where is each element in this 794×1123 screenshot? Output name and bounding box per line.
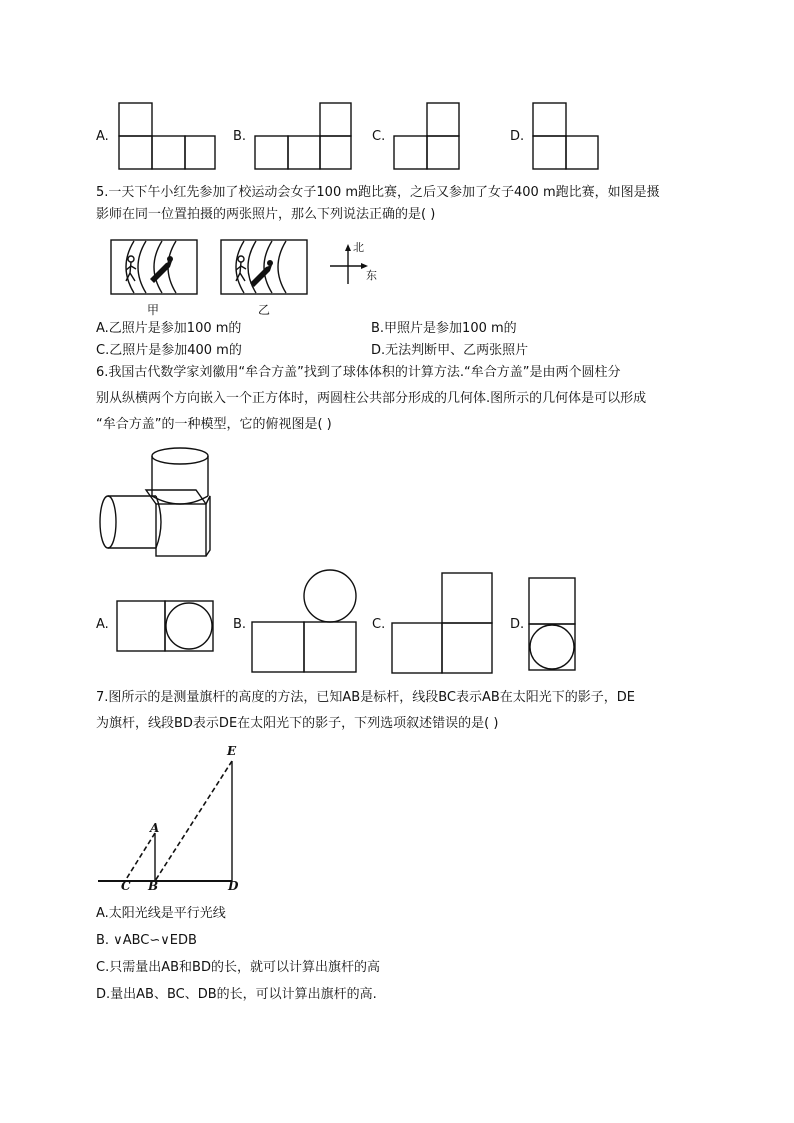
q5-photo-jia (110, 239, 200, 297)
q7-option-a: A.太阳光线是平行光线 (96, 906, 226, 921)
q4-option-b-label: B. (233, 129, 247, 144)
q4-option-c-figure (393, 102, 463, 172)
q6-line-1: 6.我国古代数学家刘徽用“牟合方盖”找到了球体体积的计算方法.“牟合方盖”是由两个圆柱分 (96, 365, 621, 380)
q6-option-a-figure (116, 600, 216, 654)
q7-point-b: B (148, 879, 159, 893)
q6-option-d-figure (528, 577, 578, 673)
q4-option-c-label: C. (372, 129, 386, 144)
q5-line-1: 5.一天下午小红先参加了校运动会女子100 m跑比赛，之后又参加了女子400 m跑比赛，如图是摄 (96, 185, 660, 200)
q7-point-e: E (227, 744, 237, 758)
q7-option-d: D.量出AB、BC、DB的长，可以计算出旗杆的高. (96, 987, 377, 1002)
q6-option-c-figure (391, 572, 495, 676)
q6-option-c-label: C. (372, 617, 386, 632)
q6-solid-model (98, 444, 218, 562)
q4-option-d-label: D. (510, 129, 525, 144)
q6-line-3: “牟合方盖”的一种模型，它的俯视图是( ) (96, 417, 332, 432)
q7-flagpole-diagram (98, 744, 248, 894)
q5-compass-east: 东 (366, 269, 377, 282)
q4-option-d-figure (532, 102, 602, 172)
q6-line-2: 别从纵横两个方向嵌入一个正方体时，两圆柱公共部分形成的几何体.图所示的几何体是可以形成 (96, 391, 647, 406)
q7-point-c: C (121, 879, 131, 893)
q5-option-d: D.无法判断甲、乙两张照片 (371, 343, 529, 358)
q5-photo-jia-caption: 甲 (147, 303, 160, 317)
q6-option-a-label: A. (96, 617, 109, 632)
q5-option-b: B.甲照片是参加100 m的 (371, 321, 517, 336)
q6-option-b-figure (251, 568, 357, 674)
q7-line-1: 7.图所示的是测量旗杆的高度的方法，已知AB是标杆，线段BC表示AB在太阳光下的影子，DE (96, 690, 636, 705)
q4-option-a-figure (118, 102, 218, 172)
q5-photo-yi (220, 239, 310, 297)
q7-option-c: C.只需量出AB和BD的长，就可以计算出旗杆的高 (96, 960, 380, 975)
q5-option-a: A.乙照片是参加100 m的 (96, 321, 242, 336)
q6-option-d-label: D. (510, 617, 525, 632)
q4-option-b-figure (254, 102, 354, 172)
q7-point-a: A (150, 821, 160, 835)
q5-photo-yi-caption: 乙 (258, 303, 271, 317)
q7-point-d: D (228, 879, 239, 893)
q4-option-a-label: A. (96, 129, 109, 144)
q7-line-2: 为旗杆，线段BD表示DE在太阳光下的影子，下列选项叙述错误的是( ) (96, 716, 499, 731)
q5-option-c: C.乙照片是参加400 m的 (96, 343, 242, 358)
q5-line-2: 影师在同一位置拍摄的两张照片，那么下列说法正确的是( ) (96, 207, 436, 222)
q5-compass-north: 北 (353, 241, 364, 254)
q7-option-b: B. ∨ABC∽∨EDB (96, 933, 197, 948)
q6-option-b-label: B. (233, 617, 247, 632)
